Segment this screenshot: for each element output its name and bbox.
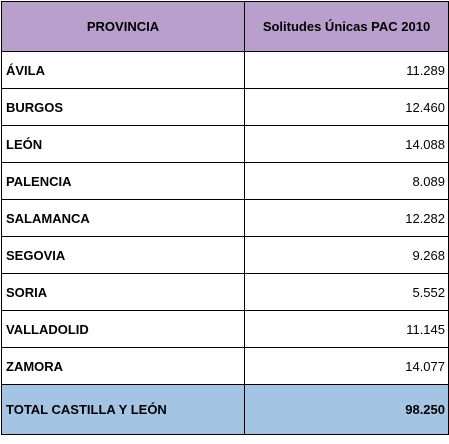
pac-requests-table (1, 1, 449, 435)
table-row (2, 89, 449, 126)
table-row (2, 311, 449, 348)
row-valor: 11.145 (245, 311, 449, 348)
table-row (2, 348, 449, 385)
table-row (2, 200, 449, 237)
header-row (2, 2, 449, 52)
row-provincia: PALENCIA (2, 163, 245, 200)
row-valor: 12.460 (245, 89, 449, 126)
table-row (2, 163, 449, 200)
row-provincia: ÁVILA (2, 52, 245, 89)
row-valor: 8.089 (245, 163, 449, 200)
total-label: TOTAL CASTILLA Y LEÓN (2, 385, 245, 435)
row-valor: 14.088 (245, 126, 449, 163)
row-valor: 11.289 (245, 52, 449, 89)
header-provincia: PROVINCIA (2, 2, 245, 52)
row-provincia: LEÓN (2, 126, 245, 163)
row-provincia: ZAMORA (2, 348, 245, 385)
row-provincia: BURGOS (2, 89, 245, 126)
row-provincia: SALAMANCA (2, 200, 245, 237)
table-row (2, 52, 449, 89)
table-row (2, 274, 449, 311)
row-valor: 9.268 (245, 237, 449, 274)
row-valor: 5.552 (245, 274, 449, 311)
pac-table-container (0, 1, 449, 444)
table-row (2, 237, 449, 274)
row-provincia: SEGOVIA (2, 237, 245, 274)
table-row (2, 126, 449, 163)
row-provincia: VALLADOLID (2, 311, 245, 348)
row-provincia: SORIA (2, 274, 245, 311)
total-row (2, 385, 449, 435)
row-valor: 14.077 (245, 348, 449, 385)
header-solicitudes: Solitudes Únicas PAC 2010 (245, 2, 449, 52)
total-valor: 98.250 (245, 385, 449, 435)
row-valor: 12.282 (245, 200, 449, 237)
